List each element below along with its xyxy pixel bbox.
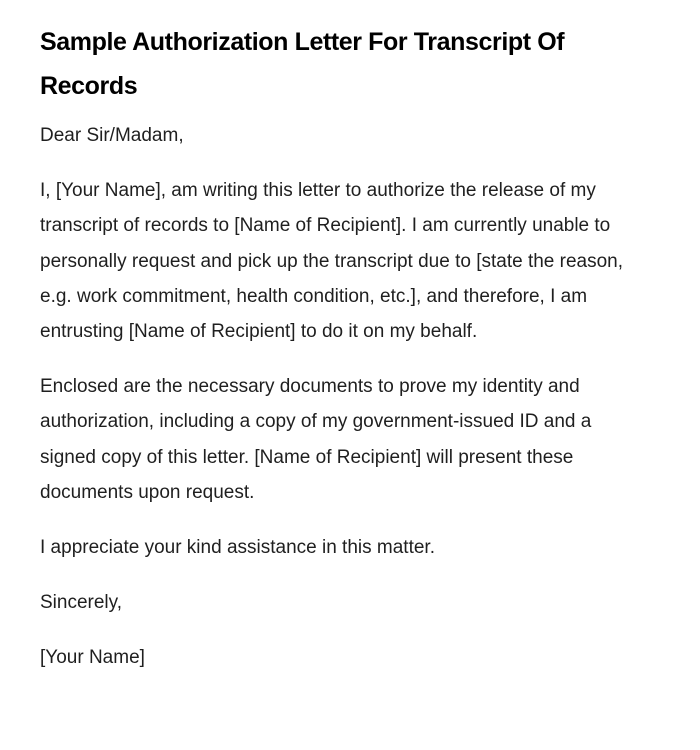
letter-signature: [Your Name] (40, 647, 145, 669)
letter-paragraph-appreciation: I appreciate your kind assistance in this matter. (40, 537, 435, 559)
page-title: Sample Authorization Letter For Transcript Of Records (40, 28, 565, 100)
letter-greeting: Dear Sir/Madam, (40, 125, 184, 146)
letter-paragraph-authorization: I, [Your Name], am writing this letter to authorize the release of my transcript of records to [Name of Recipient]. I am currently unable to personally request and pick up the transcript due to [state the reason, e.g. work commitment, health condition, etc.], and therefore, I am entrusting [Name of Recipient] to do it on my behalf. (40, 180, 624, 343)
letter-document (40, 20, 652, 676)
letter-paragraph-documents: Enclosed are the necessary documents to prove my identity and authorization, including a copy of my government-issued ID and a signed copy of this letter. [Name of Recipient] will present these documents upon request. (40, 376, 592, 503)
letter-closing: Sincerely, (40, 592, 123, 614)
